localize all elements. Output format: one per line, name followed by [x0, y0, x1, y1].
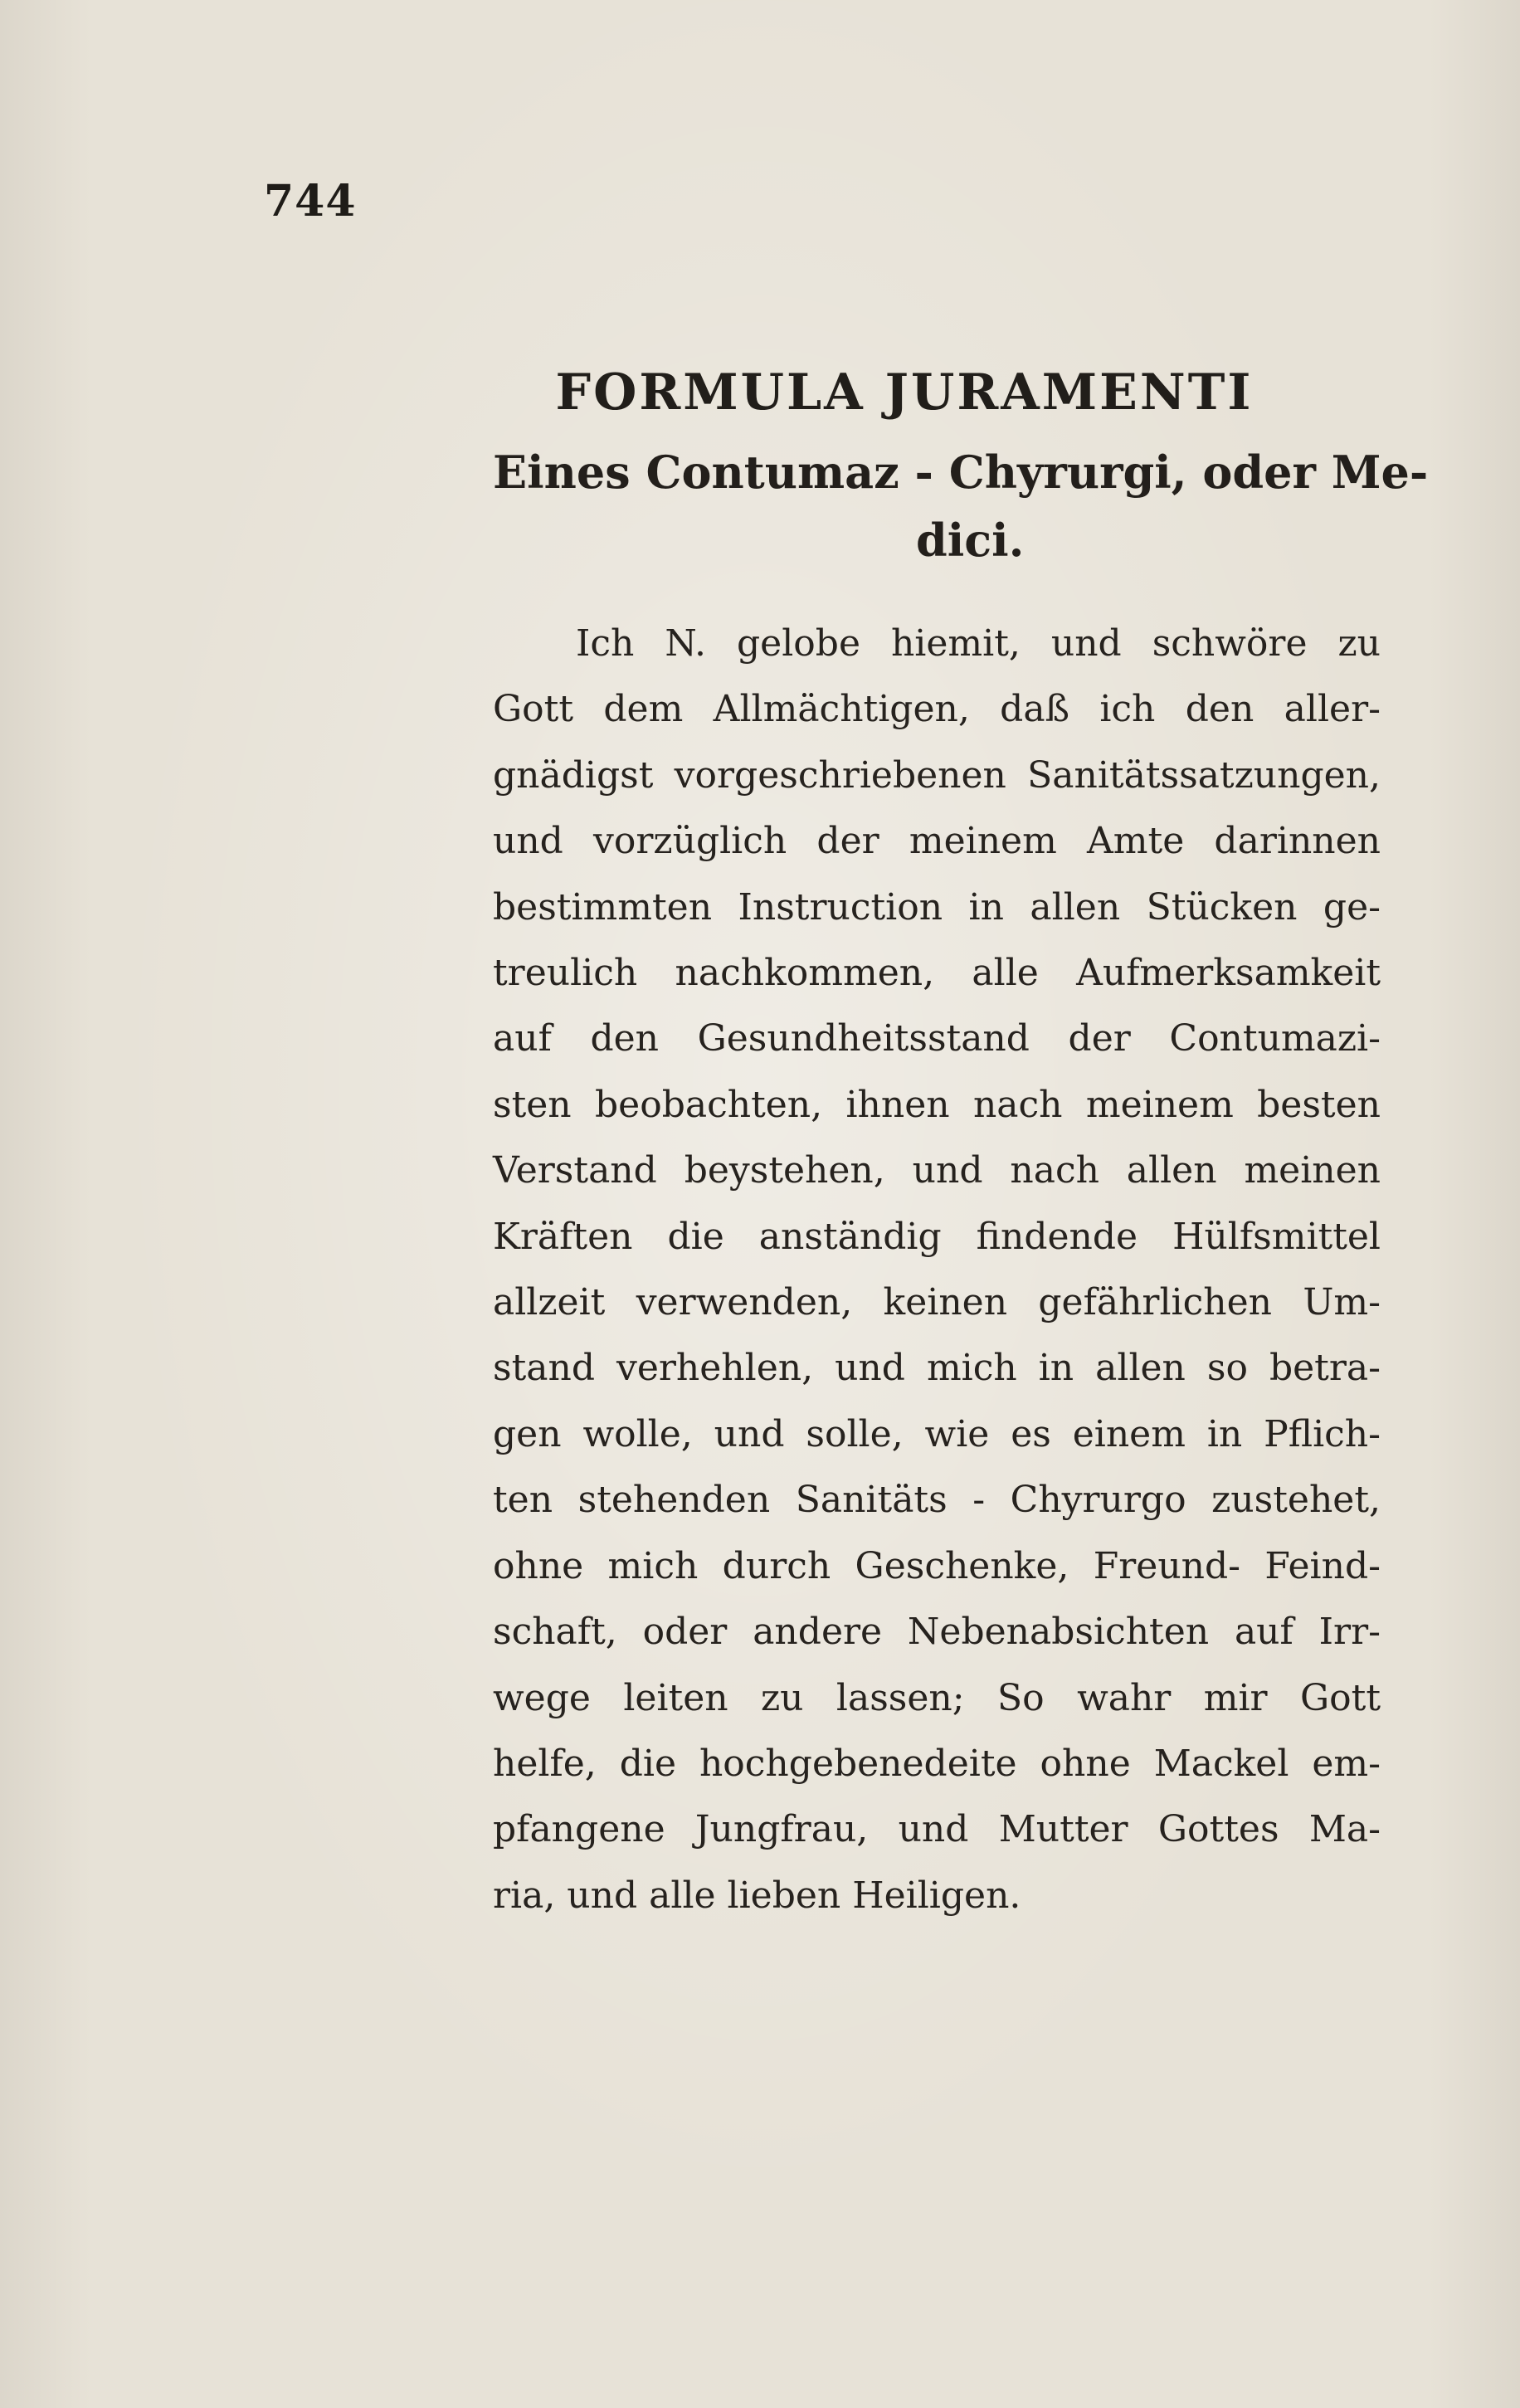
text-line: allzeit verwenden, keinen gefährlichen Um-	[493, 1281, 1381, 1324]
page-number: 744	[264, 176, 357, 227]
text-line: ohne mich durch Geschenke, Freund- Feind-	[493, 1544, 1381, 1587]
subtitle-line: Eines Contumaz - Chyrurgi, oder Me-	[493, 446, 1429, 499]
text-line: treulich nachkommen, alle Aufmerksamkeit	[493, 952, 1381, 995]
text-line: helfe, die hochgebenedeite ohne Mackel em-	[493, 1742, 1381, 1785]
text-line: gen wolle, und solle, wie es einem in Pflich-	[493, 1412, 1381, 1455]
text-line: stand verhehlen, und mich in allen so betra-	[493, 1347, 1381, 1390]
text-line: ten stehenden Sanitäts - Chyrurgo zustehet,	[493, 1479, 1381, 1522]
page-title: FORMULA JURAMENTI	[555, 363, 1254, 422]
text-line: gnädigst vorgeschriebenen Sanitätssatzungen,	[493, 753, 1381, 797]
subtitle-line: dici.	[916, 514, 1025, 567]
text-line: Verstand beystehen, und nach allen meinen	[493, 1149, 1381, 1192]
text-line: und vorzüglich der meinem Amte darinnen	[493, 820, 1381, 863]
text-line: wege leiten zu lassen; So wahr mir Gott	[493, 1676, 1381, 1719]
text-line: sten beobachten, ihnen nach meinem besten	[493, 1083, 1381, 1126]
text-line: Gott dem Allmächtigen, daß ich den aller-	[493, 688, 1381, 731]
text-line: bestimmten Instruction in allen Stücken ge-	[493, 885, 1381, 929]
text-line: ria, und alle lieben Heiligen.	[493, 1874, 1021, 1917]
text-line: Kräften die anständig findende Hülfsmittel	[493, 1215, 1381, 1258]
text-line: Ich N. gelobe hiemit, und schwöre zu	[576, 622, 1381, 665]
text-line: schaft, oder andere Nebenabsichten auf Irr-	[493, 1611, 1381, 1654]
text-line: pfangene Jungfrau, und Mutter Gottes Ma-	[493, 1808, 1381, 1851]
subtitle	[493, 438, 1429, 574]
text-line: auf den Gesundheitsstand der Contumazi-	[493, 1017, 1381, 1060]
oath-text	[493, 611, 1381, 1928]
